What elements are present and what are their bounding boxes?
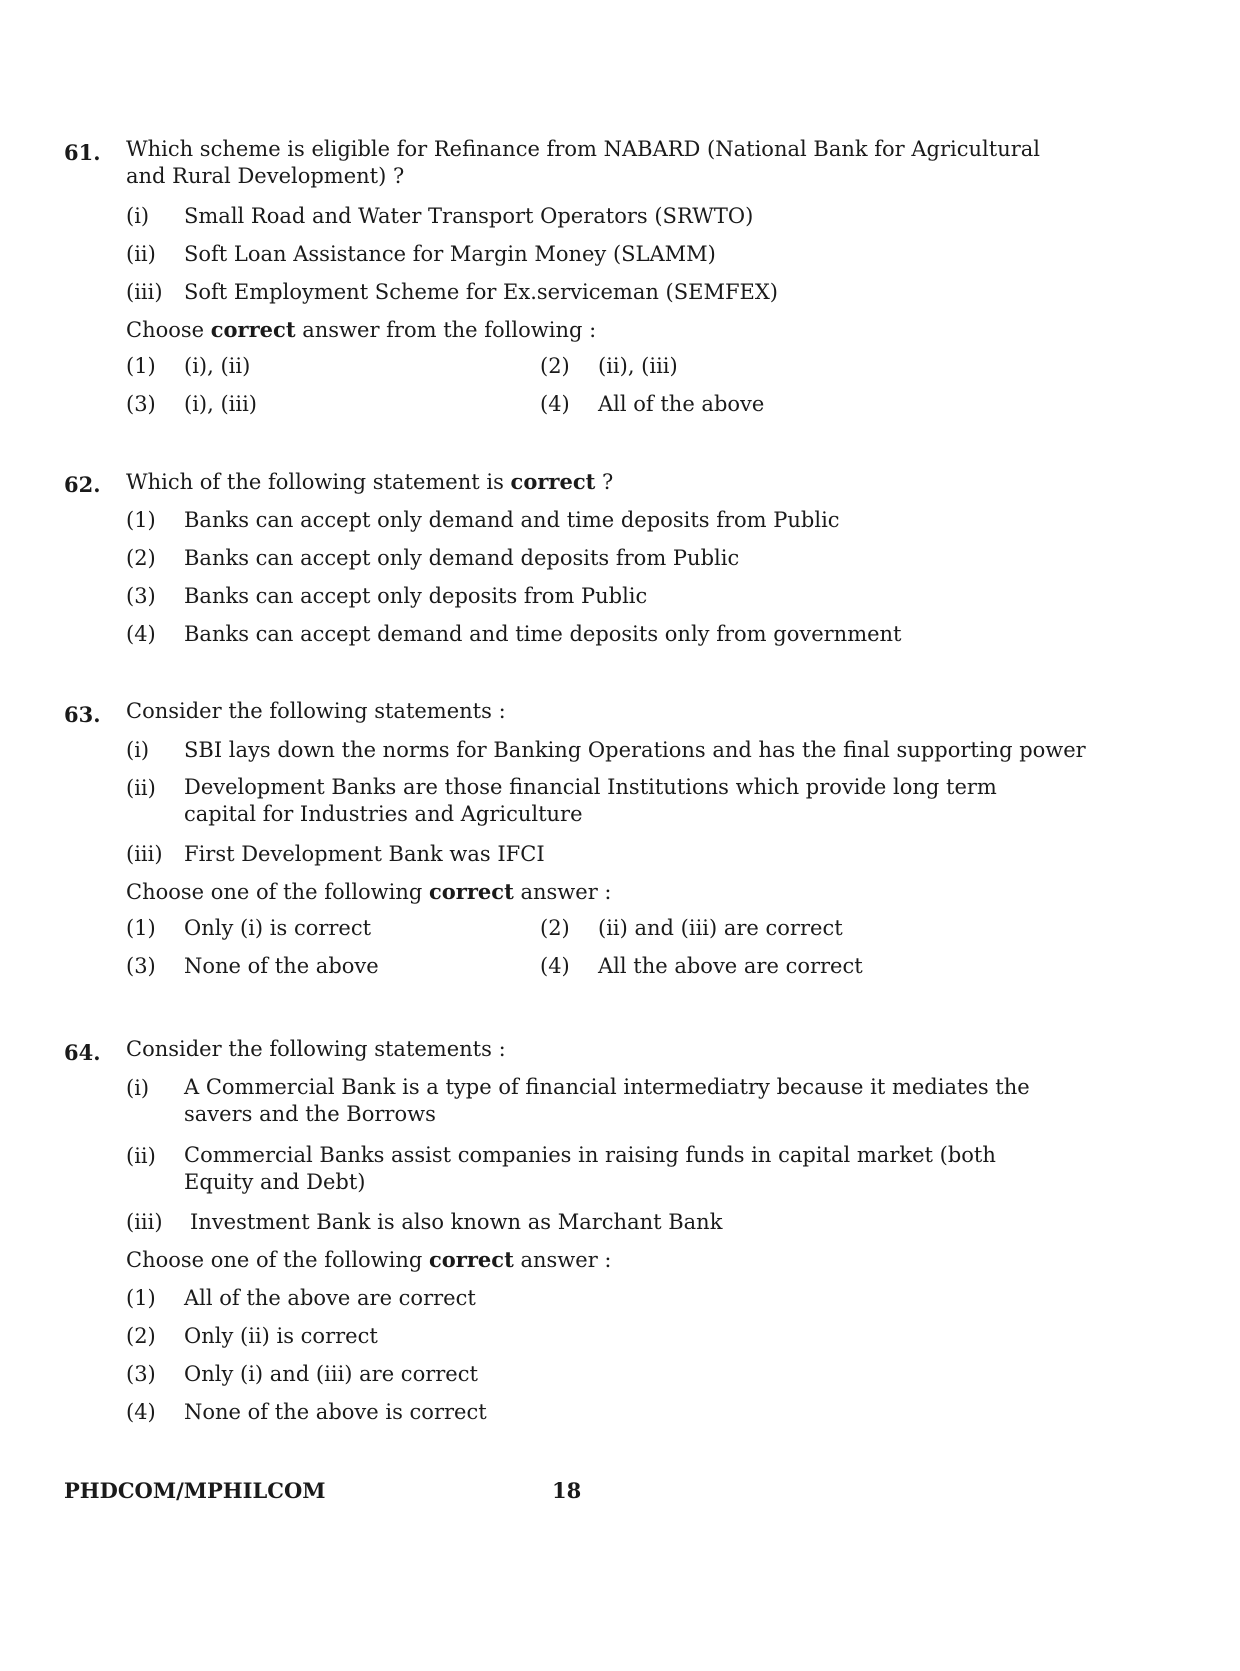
option-text: Only (i) and (iii) are correct	[184, 1362, 478, 1386]
statement-text: SBI lays down the norms for Banking Operations and has the final supporting power	[184, 738, 1086, 762]
option-text: All the above are correct	[598, 954, 863, 978]
answer-instruction: Choose correct answer from the following :	[126, 317, 597, 342]
option-text: Banks can accept demand and time deposits only from government	[184, 622, 902, 646]
option-text: (ii) and (iii) are correct	[598, 916, 843, 940]
statement-text: Commercial Banks assist companies in raising funds in capital market (both Equity and Debt)	[184, 1143, 996, 1194]
option-label: (3)	[126, 392, 156, 416]
question-stem: Consider the following statements :	[126, 699, 506, 723]
statement-label: (iii)	[126, 1210, 163, 1234]
question-number: 64.	[64, 1040, 101, 1065]
option-label: (4)	[540, 954, 570, 978]
statement-text: Investment Bank is also known as Marchant Bank	[190, 1210, 723, 1234]
option-label: (1)	[126, 354, 156, 378]
statement-label: (ii)	[126, 1144, 156, 1168]
option-text: All of the above are correct	[184, 1286, 476, 1310]
statement-label: (iii)	[126, 280, 163, 304]
statement-label: (i)	[126, 738, 150, 762]
statement-text: Soft Loan Assistance for Margin Money (SLAMM)	[184, 242, 716, 266]
question-stem: Which scheme is eligible for Refinance from NABARD (National Bank for Agricultural and Rural Development) ?	[126, 137, 1040, 188]
answer-instruction: Choose one of the following correct answer :	[126, 879, 612, 904]
option-label: (2)	[540, 354, 570, 378]
question-number: 62.	[64, 472, 101, 497]
option-text: All of the above	[598, 392, 765, 416]
option-label: (3)	[126, 1362, 156, 1386]
option-label: (4)	[126, 622, 156, 646]
option-label: (4)	[126, 1400, 156, 1424]
option-label: (1)	[126, 916, 156, 940]
page-number: 18	[552, 1478, 582, 1503]
statement-text: First Development Bank was IFCI	[184, 842, 545, 866]
option-text: Only (ii) is correct	[184, 1324, 378, 1348]
statement-label: (ii)	[126, 776, 156, 800]
paper-code: PHDCOM/MPHILCOM	[64, 1478, 326, 1503]
statement-label: (ii)	[126, 242, 156, 266]
statement-label: (i)	[126, 204, 150, 228]
option-text: (i), (ii)	[184, 354, 251, 378]
option-text: (ii), (iii)	[598, 354, 678, 378]
statement-text: A Commercial Bank is a type of financial intermediatry because it mediates the savers and the Borrows	[184, 1075, 1030, 1126]
option-text: Banks can accept only demand deposits from Public	[184, 546, 740, 570]
option-label: (1)	[126, 508, 156, 532]
option-label: (3)	[126, 954, 156, 978]
option-text: None of the above	[184, 954, 379, 978]
option-label: (2)	[540, 916, 570, 940]
statement-text: Small Road and Water Transport Operators (SRWTO)	[184, 204, 754, 228]
option-text: (i), (iii)	[184, 392, 257, 416]
option-label: (3)	[126, 584, 156, 608]
question-stem: Which of the following statement is correct ?	[126, 469, 614, 494]
statement-text: Soft Employment Scheme for Ex.serviceman (SEMFEX)	[184, 280, 778, 304]
option-text: None of the above is correct	[184, 1400, 487, 1424]
option-text: Only (i) is correct	[184, 916, 372, 940]
option-label: (4)	[540, 392, 570, 416]
option-text: Banks can accept only deposits from Public	[184, 584, 648, 608]
option-label: (1)	[126, 1286, 156, 1310]
answer-instruction: Choose one of the following correct answer :	[126, 1247, 612, 1272]
question-stem: Consider the following statements :	[126, 1037, 506, 1061]
option-text: Banks can accept only demand and time deposits from Public	[184, 508, 840, 532]
question-number: 63.	[64, 702, 101, 727]
option-label: (2)	[126, 546, 156, 570]
statement-label: (iii)	[126, 842, 163, 866]
question-number: 61.	[64, 140, 101, 165]
statement-label: (i)	[126, 1076, 150, 1100]
statement-text: Development Banks are those financial Institutions which provide long term capital for Industries and Agriculture	[184, 775, 997, 826]
option-label: (2)	[126, 1324, 156, 1348]
